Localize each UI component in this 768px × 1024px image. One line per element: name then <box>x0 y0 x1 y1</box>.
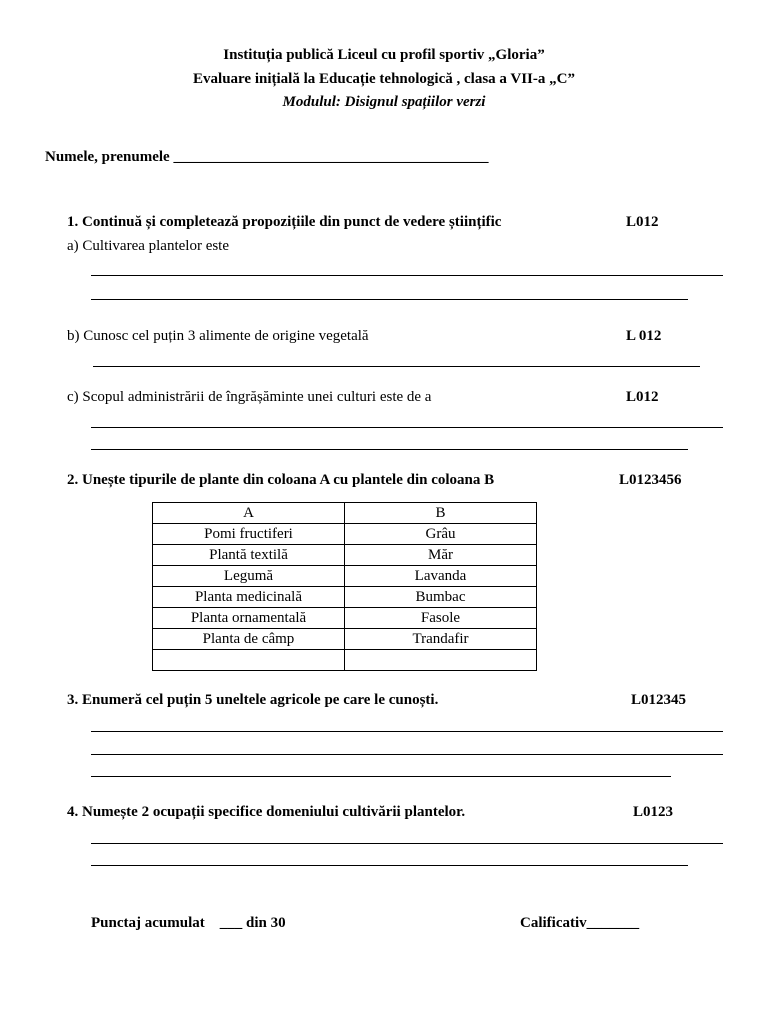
table-cell: Bumbac <box>345 587 537 608</box>
question-4-code: L0123 <box>633 804 674 820</box>
answer-line <box>91 865 688 866</box>
table-row <box>153 650 537 671</box>
question-1c-code: L012 <box>626 389 659 405</box>
answer-line <box>93 366 700 367</box>
answer-line <box>91 427 723 428</box>
table-cell: Grâu <box>345 524 537 545</box>
table-cell: Fasole <box>345 608 537 629</box>
table-cell <box>153 650 345 671</box>
answer-line <box>91 776 671 777</box>
answer-line <box>91 299 688 300</box>
table-cell: Legumă <box>153 566 345 587</box>
table-cell: Planta de câmp <box>153 629 345 650</box>
matching-table <box>152 502 537 671</box>
question-1-code: L012 <box>626 214 659 230</box>
answer-line <box>91 449 688 450</box>
header-module: Modulul: Disignul spațiilor verzi <box>282 94 486 110</box>
question-1c-text: c) Scopul administrării de îngrășăminte unei culturi este de a <box>67 389 432 405</box>
table-row <box>153 629 537 650</box>
grade-field: Calificativ_______ <box>520 915 640 931</box>
question-1-title: 1. Continuă și completează propozițiile din punct de vedere științific <box>67 214 502 230</box>
table-row <box>153 524 537 545</box>
header-evaluation: Evaluare inițială la Educație tehnologică , clasa a VII-a „C” <box>193 71 575 87</box>
table-cell: Lavanda <box>345 566 537 587</box>
score-total: Punctaj acumulat ___ din 30 <box>91 915 286 931</box>
table-header-a: A <box>153 503 345 524</box>
student-name-label-text: Numele, prenumele <box>45 149 170 165</box>
table-row <box>153 566 537 587</box>
table-cell: Plantă textilă <box>153 545 345 566</box>
question-2-code: L0123456 <box>619 472 682 488</box>
student-name-blank: __________________________________________ <box>173 149 489 165</box>
student-name-label <box>45 149 488 166</box>
table-row <box>153 608 537 629</box>
table-cell: Trandafir <box>345 629 537 650</box>
question-2-title: 2. Unește tipurile de plante din coloana A cu plantele din coloana B <box>67 472 495 488</box>
header-institution: Instituția publică Liceul cu profil sportiv „Gloria” <box>223 47 545 63</box>
answer-line <box>91 731 723 732</box>
answer-line <box>91 754 723 755</box>
answer-line <box>91 843 723 844</box>
question-1b-text: b) Cunosc cel puțin 3 alimente de origine vegetală <box>67 328 369 344</box>
question-3-code: L012345 <box>631 692 687 708</box>
table-cell: Planta ornamentală <box>153 608 345 629</box>
table-header-row <box>153 503 537 524</box>
answer-line <box>91 275 723 276</box>
question-4-title: 4. Numește 2 ocupații specifice domeniului cultivării plantelor. <box>67 804 466 820</box>
table-row <box>153 587 537 608</box>
question-1a-text: a) Cultivarea plantelor este <box>67 238 230 254</box>
table-row <box>153 545 537 566</box>
table-header-b: B <box>345 503 537 524</box>
question-1b-code: L 012 <box>626 328 662 344</box>
table-cell: Măr <box>345 545 537 566</box>
table-cell: Planta medicinală <box>153 587 345 608</box>
table-cell <box>345 650 537 671</box>
table-cell: Pomi fructiferi <box>153 524 345 545</box>
question-3-title: 3. Enumeră cel puțin 5 uneltele agricole pe care le cunoști. <box>67 692 439 708</box>
